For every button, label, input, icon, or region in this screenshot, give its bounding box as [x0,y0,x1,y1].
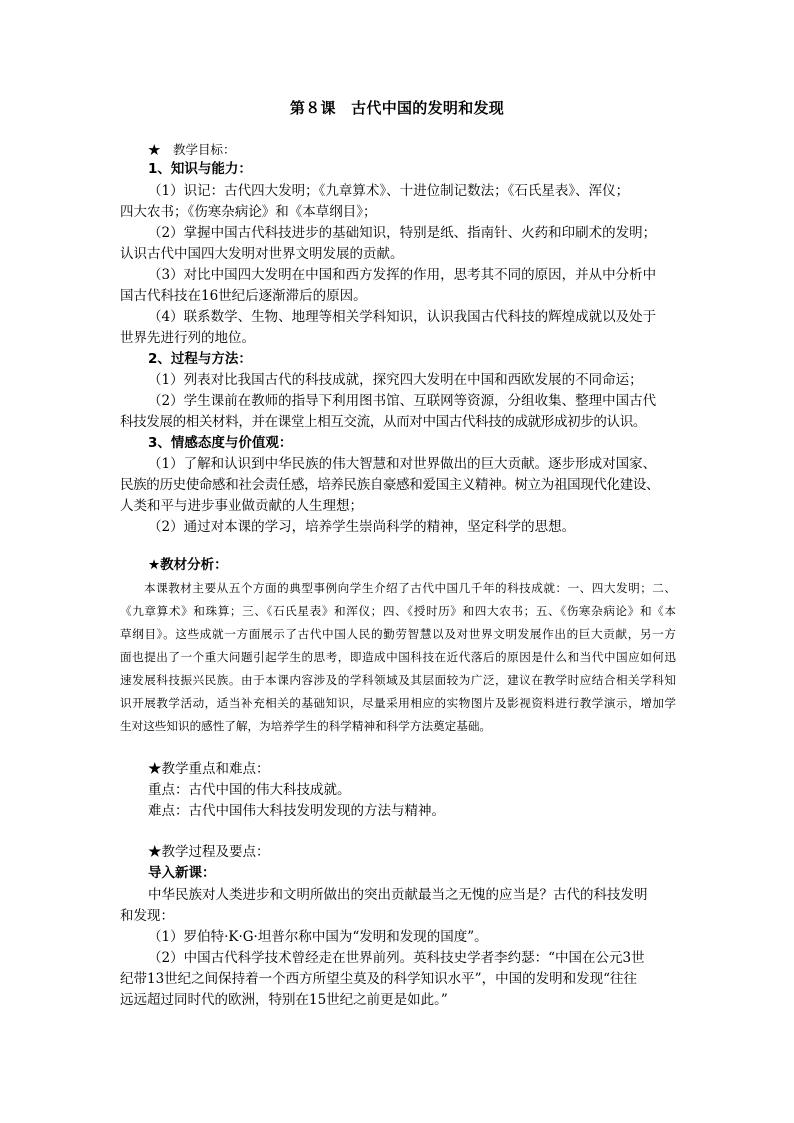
objective-line: （3）对比中国四大发明在中国和西方发挥的作用，思考其不同的原因，并从中分析中 [148,267,657,283]
objective-line: （1）列表对比我国古代的科技成就，探究四大发明在中国和西欧发展的不同命运； [148,372,643,388]
analysis-line: 生对这些知识的感性了解，为培养学生的科学精神和科学方法奠定基础。 [120,719,492,733]
process-method-heading: 2、过程与方法： [148,351,252,367]
process-line: 纪带13世纪之间保持着一个西方所望尘莫及的科学知识水平”，中国的发明和发现“往往 [120,971,637,987]
objective-line: 国古代科技在16世纪后逐渐滞后的原因。 [120,288,367,304]
process-line: 中华民族对人类进步和文明所做出的突出贡献最当之无愧的应当是？古代的科技发明 [148,887,648,903]
objective-line: 世界先进行列的地位。 [120,330,255,346]
objective-line: 四大农书；《伤寒杂病论》和《本草纲目》； [120,204,377,220]
analysis-line: 面也提出了一个重大问题引起学生的思考，即造成中国科技在近代落后的原因是什么和当代中国应如何迅 [120,650,676,664]
process-line: 和发现： [120,908,174,924]
objective-line: （4）联系数学、生物、地理等相关学科知识，认识我国古代科技的辉煌成就以及处于 [148,309,657,325]
analysis-line: 识开展教学活动，适当补充相关的基础知识，尽量采用相应的实物图片及影视资料进行教学演示，增加学 [120,696,676,710]
lesson-title: 第８课 古代中国的发明和发现 [289,99,505,117]
attitude-values-heading: 3、情感态度与价值观： [148,435,293,451]
objective-line: （1）了解和认识到中华民族的伟大智慧和对世界做出的巨大贡献。逐步形成对国家、 [148,456,657,472]
analysis-line: 本课教材主要从五个方面的典型事例向学生介绍了古代中国几千年的科技成就：一、四大发明；二、 [144,581,676,595]
process-heading: ★教学过程及要点： [148,844,270,860]
objective-line: （2）通过对本课的学习，培养学生崇尚科学的精神，坚定科学的思想。 [148,519,576,535]
objectives-heading: ★ 教学目标： [148,142,236,157]
process-line: 远远超过同时代的欧洲，特别在15世纪之前更是如此。” [120,992,448,1008]
knowledge-ability-heading: 1、知识与能力： [148,161,252,177]
analysis-heading: ★教材分析： [148,557,228,573]
difficulty-line: 难点：古代中国伟大科技发明发现的方法与精神。 [148,803,445,819]
objective-line: 认识古代中国四大发明对世界文明发展的贡献。 [120,246,404,262]
objective-line: 人类和平与进步事业做贡献的人生理想； [120,498,363,514]
focus-line: 重点：古代中国的伟大科技成就。 [148,782,351,798]
objective-line: 民族的历史使命感和社会责任感，培养民族自豪感和爱国主义精神。树立为祖国现代化建设、 [120,477,660,493]
analysis-line: 草纲目》。这些成就一方面展示了古代中国人民的勤劳智慧以及对世界文明发展作出的巨大贡献，另一方 [120,627,676,641]
analysis-line: 速发展科技振兴民族。由于本课内容涉及的学科领域及其层面较为广泛，建议在教学时应结合相关学科知 [120,673,676,687]
objective-line: （2）掌握中国古代科技进步的基础知识，特别是纸、指南针、火药和印刷术的发明； [148,225,657,241]
process-line: （1）罗伯特·K·G·坦普尔称中国为“发明和发现的国度”。 [148,929,488,945]
intro-heading: 导入新课： [148,865,216,881]
process-line: （2）中国古代科学技术曾经走在世界前列。英科技史学者李约瑟：“中国在公元3世 [148,950,645,966]
objective-line: 科技发展的相关材料，并在课堂上相互交流，从而对中国古代科技的成就形成初步的认识。 [120,414,646,430]
analysis-line: 《九章算术》和珠算；三、《石氏星表》和浑仪；四、《授时历》和四大农书；五、《伤寒杂病论》和《本 [120,604,676,618]
objective-line: （1）识记：古代四大发明；《九章算术》、十进位制记数法；《石氏星表》、浑仪； [148,183,630,199]
objective-line: （2）学生课前在教师的指导下利用图书馆、互联网等资源，分组收集、整理中国古代 [148,393,657,409]
keypoints-heading: ★教学重点和难点： [148,761,270,777]
